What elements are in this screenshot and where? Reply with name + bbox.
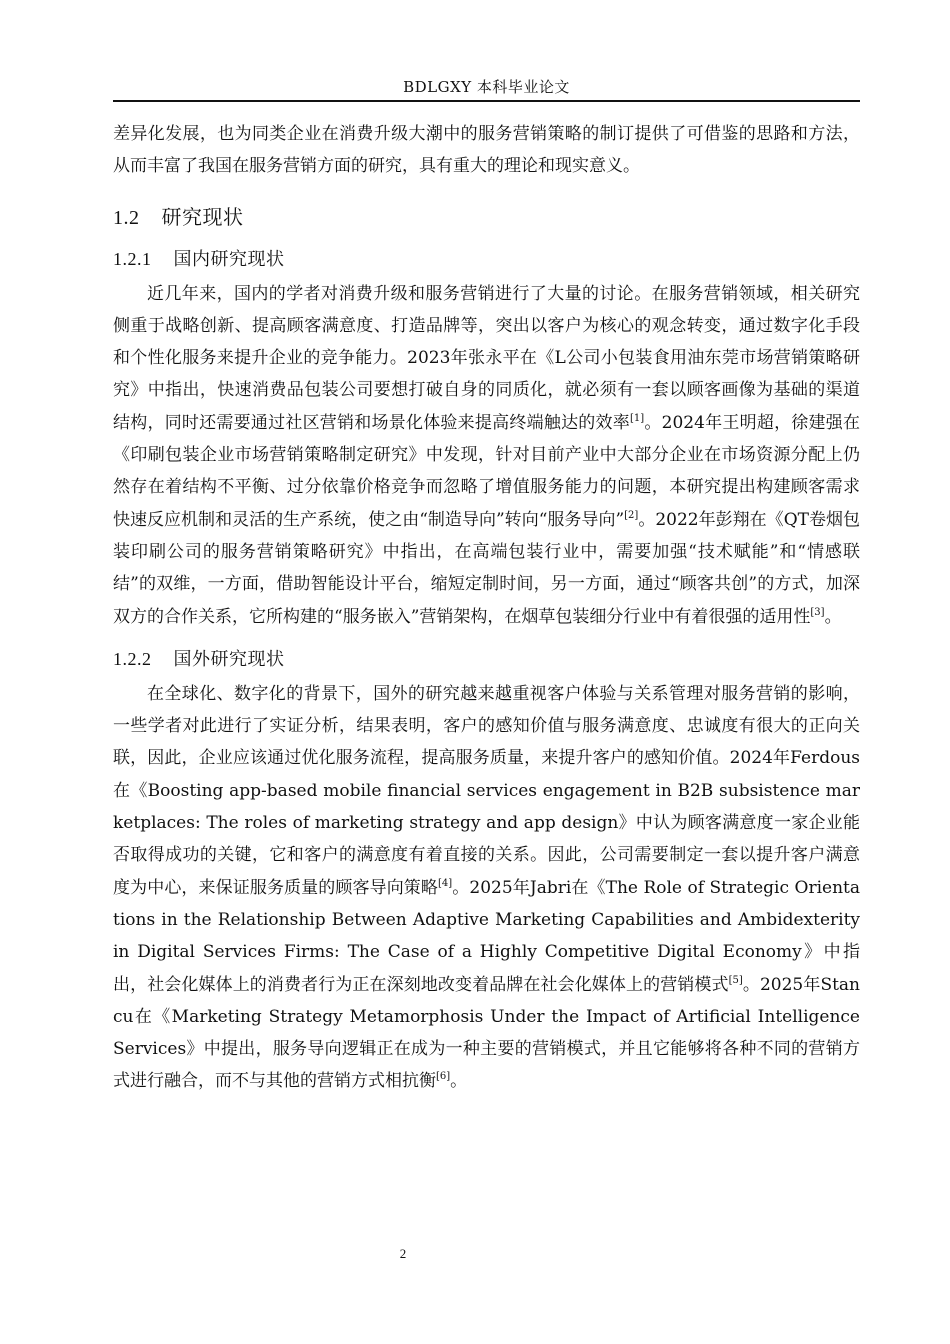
foreign-text-3: 。2025年Stancu在《Marketing Strategy Metamorphosis Under the Impact of Artificial Intelligence Services》中提出，服务导向逻辑正在成为一种主要的营销模式，并且它能够将各种不同的营销方式进行融合，而不与其他的营销方式相抗衡 bbox=[113, 974, 861, 1092]
body-text bbox=[113, 118, 860, 1098]
citation-2: [2] bbox=[624, 509, 639, 521]
citation-1: [1] bbox=[630, 412, 645, 424]
section-number: 1.2 bbox=[113, 206, 140, 229]
domestic-text-3: 。2022年彭翔在《QT卷烟包装印刷公司的服务营销策略研究》中指出，在高端包装行业中，需要加强“技术赋能”和“情感联结”的双维，一方面，借助智能设计平台，缩短定制时间，另一方面，通过“顾客共创”的方式，加深双方的合作关系，它所构建的“服务嵌入”营销架构，在烟草包装细分行业中有着很强的适用性 bbox=[113, 509, 861, 627]
header-rule bbox=[113, 100, 860, 102]
foreign-text-4: 。 bbox=[450, 1071, 468, 1092]
citation-6: [6] bbox=[436, 1071, 451, 1083]
subsection-title-foreign: 国外研究现状 bbox=[173, 648, 285, 670]
domestic-text-1: 近几年来，国内的学者对消费升级和服务营销进行了大量的讨论。在服务营销领域，相关研究侧重于战略创新、提高顾客满意度、打造品牌等，突出以客户为核心的观念转变，通过数字化手段和个性化服务来提升企业的竞争能力。2023年张永平在《L公司小包装食用油东莞市场营销策略研究》中指出，快速消费品包装公司要想打破自身的同质化，就必须有一套以顾客画像为基础的渠道结构，同时还需要通过社区营销和场景化体验来提高终端触达的效率 bbox=[113, 283, 860, 433]
foreign-paragraph bbox=[113, 678, 860, 1098]
citation-5: [5] bbox=[728, 974, 743, 986]
domestic-text-4: 。 bbox=[824, 606, 842, 627]
domestic-text-2: 。2024年王明超，徐建强在《印刷包装企业市场营销策略制定研究》中发现，针对目前产业中大部分企业在市场资源分配上仍然存在着结构不平衡、过分依靠价格竞争而忽略了增值服务能力的问题，本研究提出构建顾客需求快速反应机制和灵活的生产系统，使之由“制造导向”转向“服务导向” bbox=[113, 412, 861, 530]
foreign-text-1: 在全球化、数字化的背景下，国外的研究越来越重视客户体验与关系管理对服务营销的影响，一些学者对此进行了实证分析，结果表明，客户的感知价值与服务满意度、忠诚度有很大的正向关联，因此，企业应该通过优化服务流程，提高服务质量，来提升客户的感知价值。2024年Ferdous在《Boosting app-based mobile financial services engagement in B2B subsistence marketplaces: The roles of marketing strategy and app design》中认为顾客满意度一家企业能否取得成功的关键，它和客户的满意度有着直接的关系。因此，公司需要制定一套以提升客户满意度为中心，来保证服务质量的顾客导向策略 bbox=[113, 683, 860, 898]
subsection-heading-domestic bbox=[113, 245, 860, 274]
running-header: BDLGXY 本科毕业论文 bbox=[403, 78, 570, 96]
continuation-paragraph: 差异化发展，也为同类企业在消费升级大潮中的服务营销策略的制订提供了可借鉴的思路和方法，从而丰富了我国在服务营销方面的研究，具有重大的理论和现实意义。 bbox=[113, 124, 860, 177]
citation-4: [4] bbox=[438, 877, 453, 889]
citation-3: [3] bbox=[810, 606, 825, 618]
foreign-text-2: 。2025年Jabri在《The Role of Strategic Orientations in the Relationship Between Adaptive Marketing Capabilities and Ambidexterity in Digital Services Firms: The Case of a Highly Competitive Digital Economy》中指出，社会化媒体上的消费者行为正在深刻地改变着品牌在社会化媒体上的营销模式 bbox=[113, 877, 861, 995]
subsection-heading-foreign bbox=[113, 645, 860, 674]
section-title: 研究现状 bbox=[161, 204, 244, 229]
subsection-number-foreign: 1.2.2 bbox=[113, 648, 152, 669]
subsection-number-domestic: 1.2.1 bbox=[113, 248, 152, 269]
subsection-title-domestic: 国内研究现状 bbox=[173, 248, 285, 270]
section-heading bbox=[113, 202, 860, 233]
domestic-paragraph bbox=[113, 278, 860, 633]
page-number: 2 bbox=[399, 1246, 407, 1261]
